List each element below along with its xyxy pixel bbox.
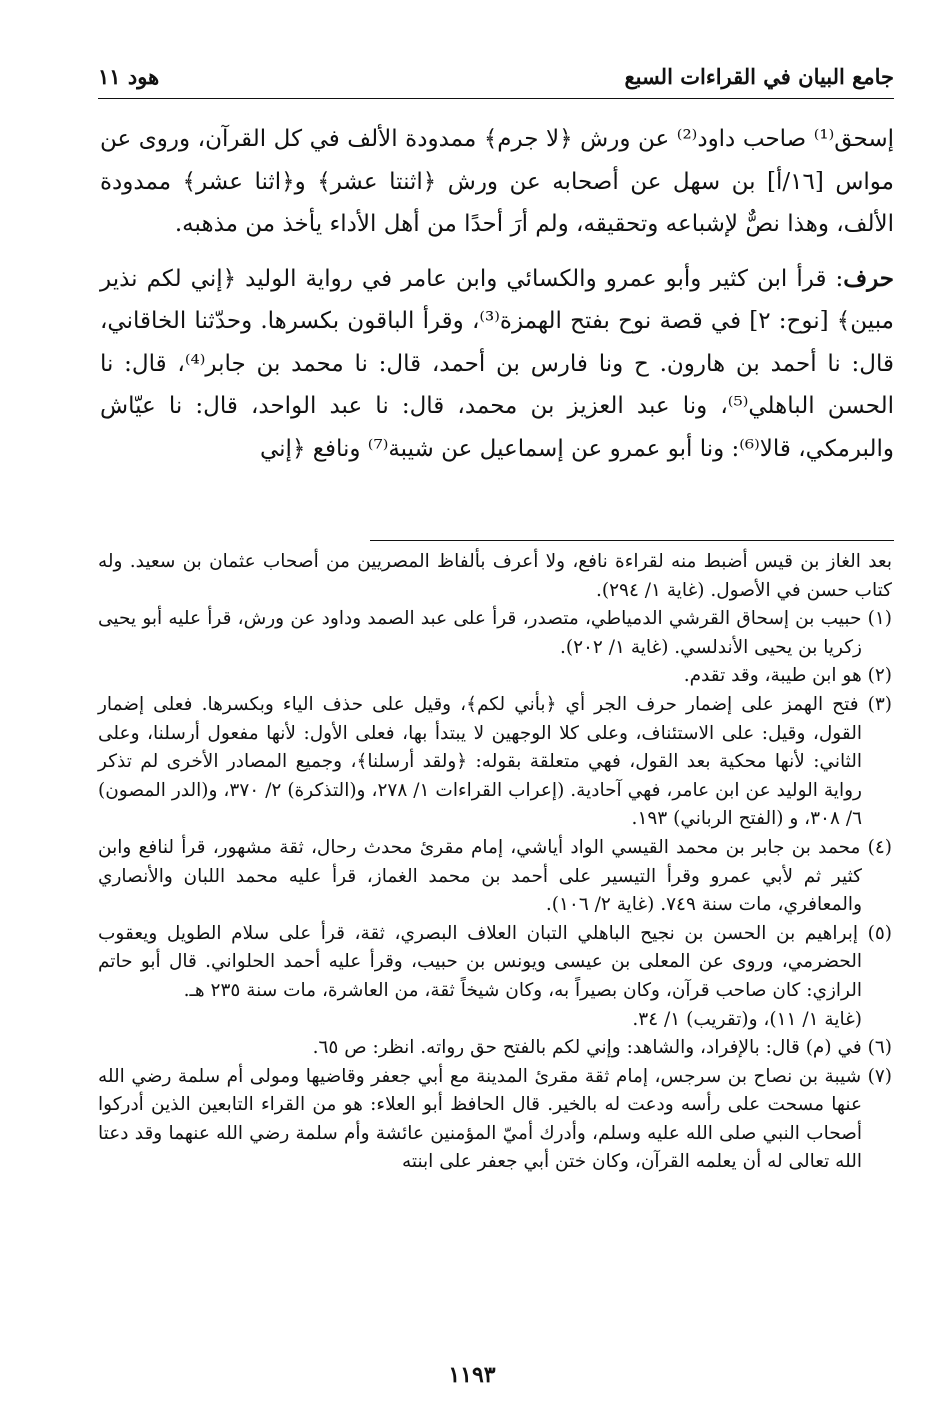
book-title: جامع البيان في القراءات السبع: [624, 64, 894, 89]
main-text: [100, 118, 894, 470]
footnote-6: (٦) في (م) قال: بالإفراد، والشاهد: وإني لكم بالفتح حق رواته. انظر: ص ٦٥.: [312, 1037, 892, 1059]
footnote-5-sources: (غاية ١/ ١١)، و(تقريب) ١/ ٣٤.: [632, 1008, 862, 1030]
footnote-5: (٥) إبراهيم بن الحسن بن نجيح الباهلي التبان العلاف البصري، ثقة، قرأ على سلام الطويل ويعقوب الحضرمي، وروى عن المعلى بن عيسى ويونس بن حبيب، وقرأ عليه أحمد الحلواني. قال أبو حاتم الرازي: كان صاحب قرآن، وكان بصيراً به، وكان شيخاً ثقة، من العاشرة، مات سنة ٢٣٥ هـ.: [98, 922, 892, 1001]
footnote-4: (٤) محمد بن جابر بن محمد القيسي الواد أياشي، إمام مقرئ محدث رحال، ثقة مشهور، قرأ لنافع وابن كثير ثم لأبي عمرو وقرأ التيسير على أحمد بن محمد الغماز، قرأ عليه محمد اللبان والأنصاري والمعافري، مات سنة ٧٤٩. (غاية ٢/ ١٠٦).: [98, 836, 892, 916]
footnote-separator: [370, 540, 894, 541]
page-number: ١١٩٣: [448, 1362, 496, 1388]
paragraph-2: [100, 258, 894, 471]
footnote-2: (٢) هو ابن طيبة، وقد تقدم.: [683, 665, 892, 687]
footnote-1: (١) حبيب بن إسحاق القرشي الدمياطي، متصدر، قرأ على عبد الصمد وداود عن ورش، قرأ عليه أبو يحيى زكريا بن يحيى الأندلسي. (غاية ١/ ٢٠٢).: [98, 608, 892, 658]
sura-label: هود ١١: [98, 64, 160, 89]
paragraph-1: إسحق⁽¹⁾ صاحب داود⁽²⁾ عن ورش ﴿لا جرم﴾ ممدودة الألف في كل القرآن، وروى عن مواس [١٦/أ] بن سهل عن أصحابه عن ورش ﴿اثنتا عشر﴾ و﴿اثنا عشر﴾ ممدودة الألف، وهذا نصٌّ لإشباعه وتحقيقه، ولم أرَ أحدًا من أهل الأداء يأخذ من مذهبه.: [100, 126, 895, 237]
footnotes: [98, 548, 892, 1177]
footnote-7: (٧) شيبة بن نصاح بن سرجس، إمام ثقة مقرئ المدينة مع أبي جعفر وقاضيها ومولى أم سلمة رضي الله عنها مسحت على رأسه ودعت له بالخير. قال الحافظ أبو العلاء: هو من القراء التابعين الذين أدركوا أصحاب النبي صلى الله عليه وسلم، وأدرك أميّ المؤمنين عائشة وأم سلمة رضي الله عنهما وقد دعتا الله تعالى له أن يعلمه القرآن، وكان ختن أبي جعفر على ابنته: [98, 1065, 892, 1173]
paragraph-2-text: : قرأ ابن كثير وأبو عمرو والكسائي وابن عامر في رواية الوليد ﴿إني لكم نذير مبين﴾ [نوح: ٢] في قصة نوح بفتح الهمزة⁽³⁾، وقرأ الباقون بكسرها. وحدّثنا الخاقاني، قال: نا أحمد بن هارون. ح ونا فارس بن أحمد، قال: نا محمد بن جابر⁽⁴⁾، قال: نا الحسن الباهلي⁽⁵⁾، ونا عبد العزيز بن محمد، قال: نا عبد الواحد، قال: نا عيّاش والبرمكي، قالا⁽⁶⁾: ونا أبو عمرو عن إسماعيل عن شيبة⁽⁷⁾ ونافع ﴿إني: [100, 265, 894, 462]
footnote-carryover: بعد الغاز بن قيس أضبط منه لقراءة نافع، ولا أعرف بألفاظ المصريين من أصحاب عثمان بن سعيد. وله كتاب حسن في الأصول. (غاية ١/ ٢٩٤).: [98, 551, 892, 601]
footnote-3: (٣) فتح الهمز على إضمار حرف الجر أي ﴿بأني لكم﴾، وقيل على حذف الياء وبكسرها. فعلى إضمار القول، وقيل: على الاستئناف، وعلى كلا الوجهين لا يبتدأ بها، فعلى الأول: لأنها مفعول أرسلنا، وعلى الثاني: لأنها محكية بعد القول، فهي متعلقة بقوله: ﴿ولقد أرسلنا﴾، وجميع المصادر الأخرى لم تذكر رواية الوليد عن ابن عامر، فهي آحادية. (إعراب القراءات ١/ ٢٧٨، و(التذكرة) ٢/ ٣٧٠، و(الدر المصون) ٦/ ٣٠٨، و (الفتح الرباني) ١٩٣.: [98, 693, 892, 830]
section-label: حرف: [843, 264, 894, 292]
running-header: [98, 58, 894, 99]
